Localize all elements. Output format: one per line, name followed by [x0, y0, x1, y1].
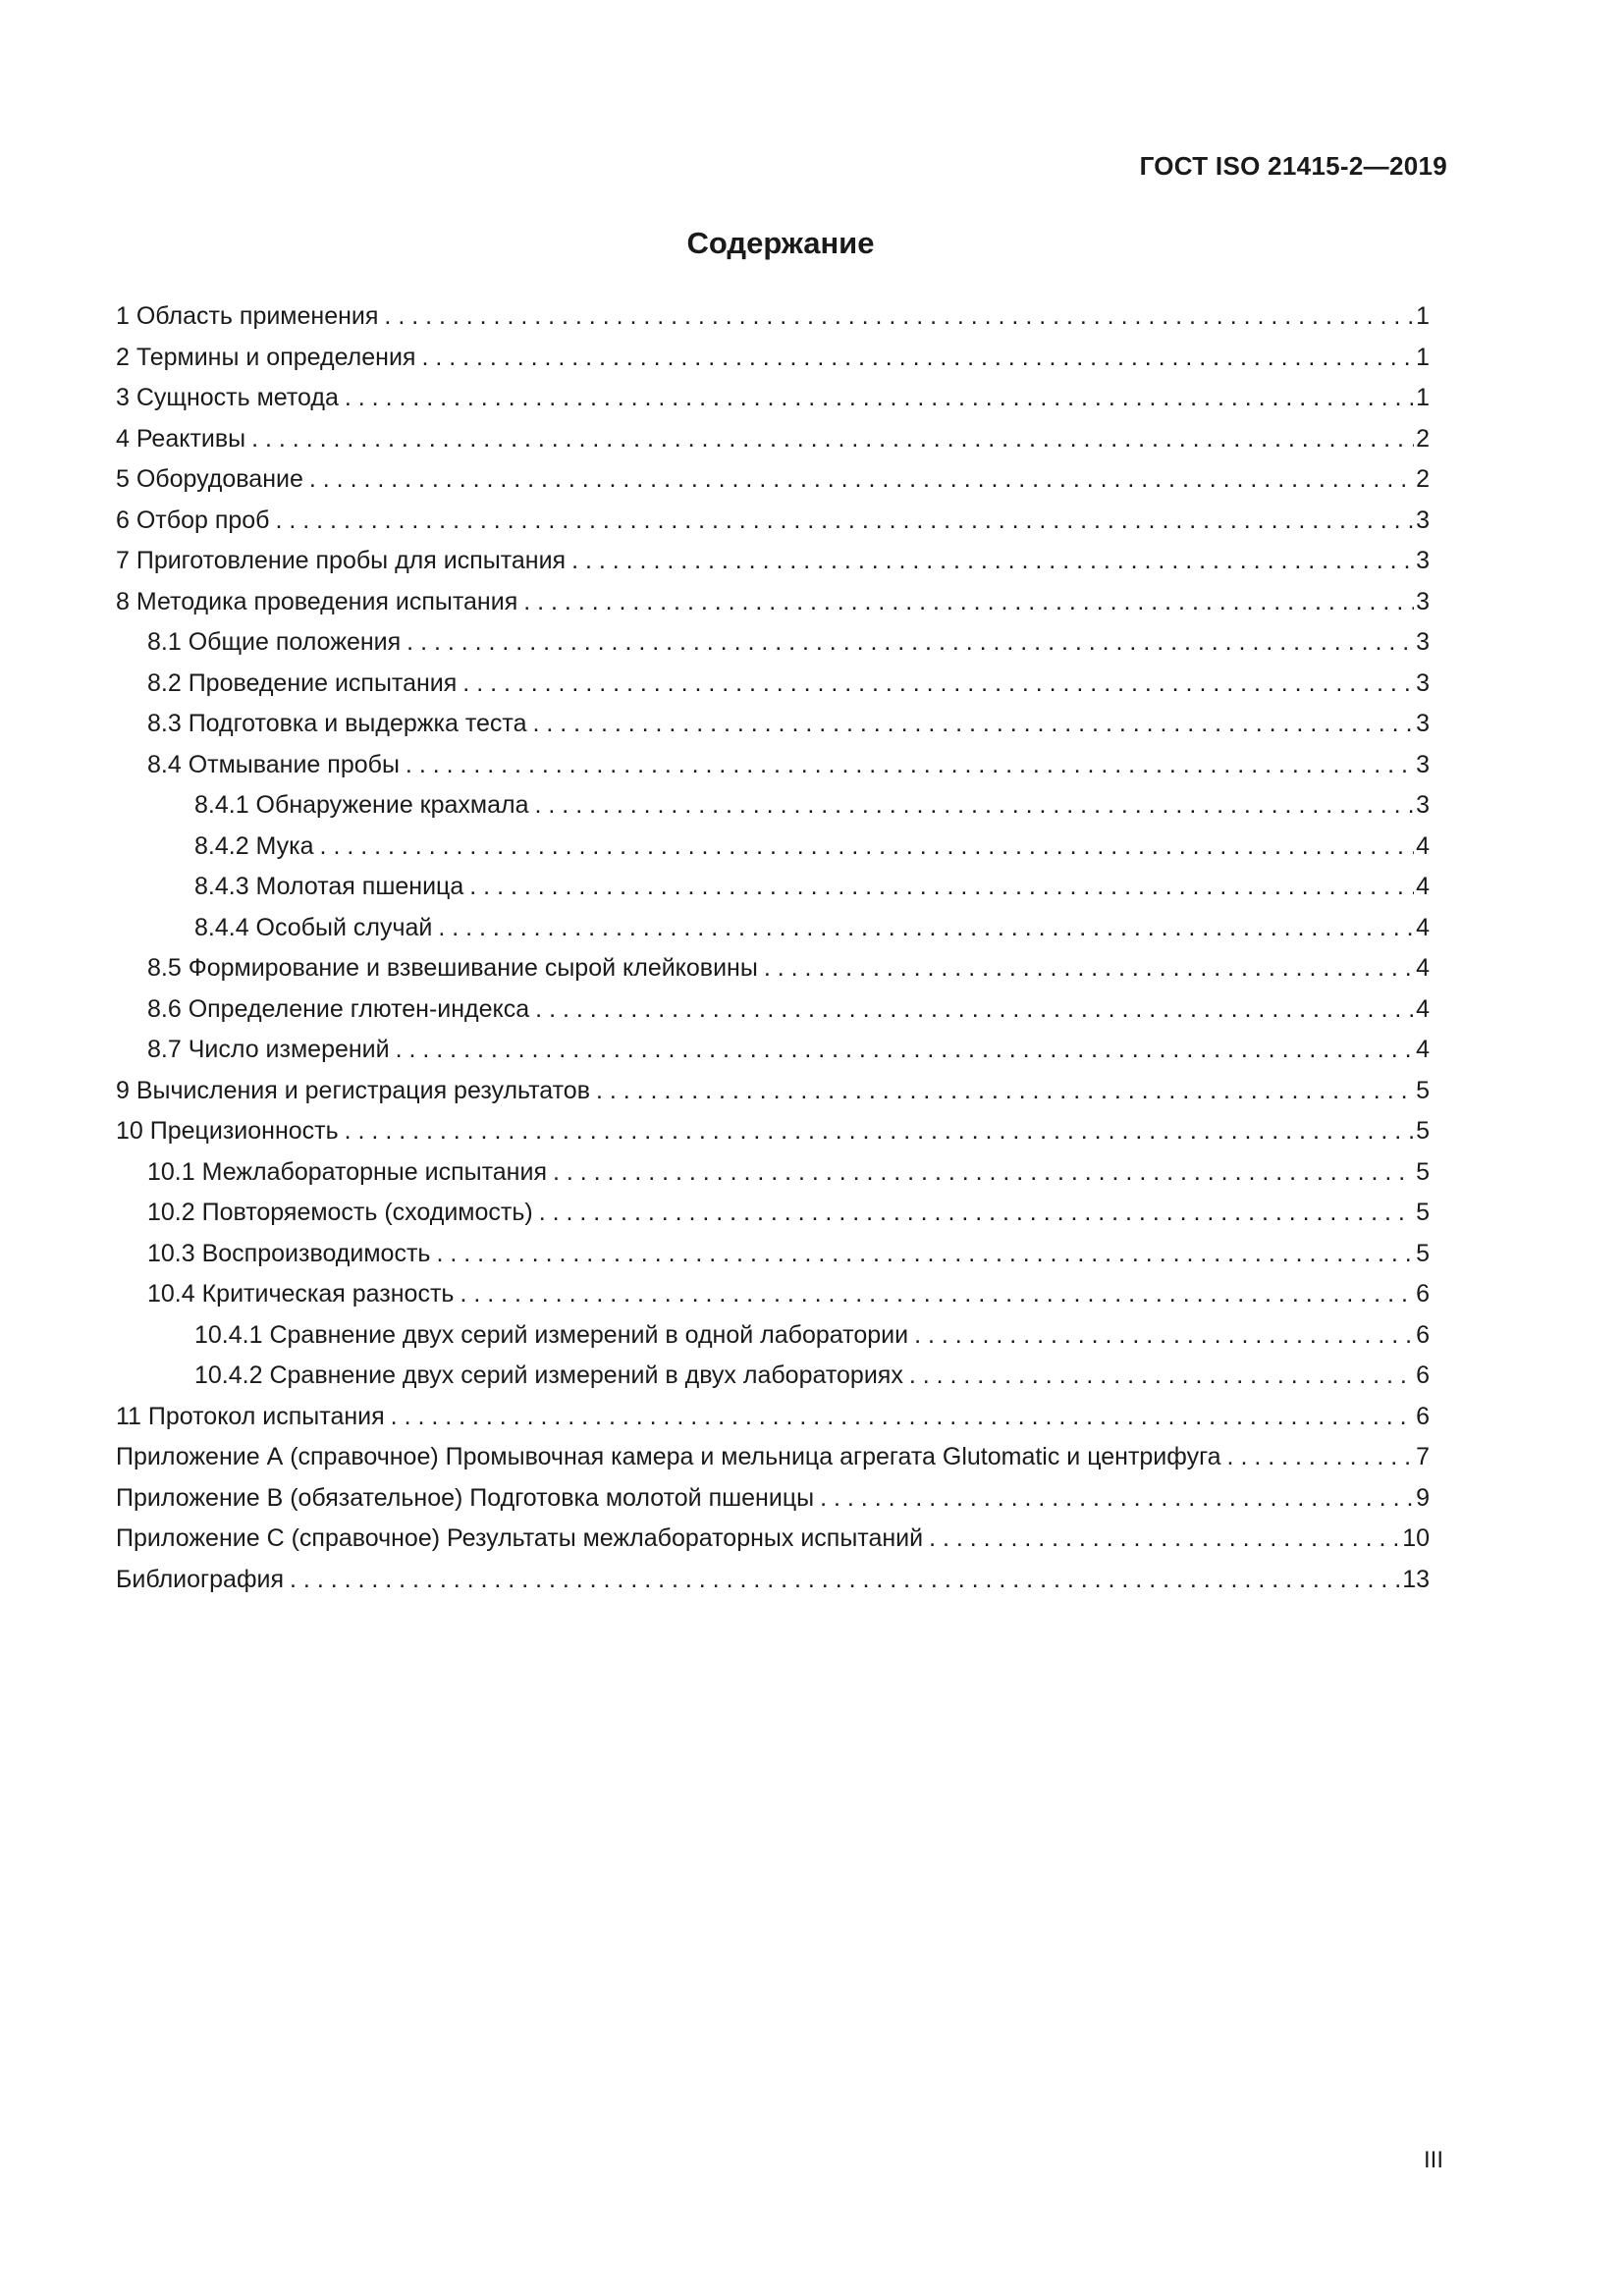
toc-entry[interactable] [116, 338, 1430, 379]
toc-entry-page: 4 [1416, 873, 1430, 900]
toc-entry-page: 3 [1416, 710, 1430, 737]
toc-entry[interactable] [116, 1437, 1430, 1478]
dot-leader [436, 1234, 1414, 1275]
toc-entry-page: 1 [1416, 384, 1430, 411]
toc-entry-page: 4 [1416, 913, 1430, 941]
toc-entry[interactable] [116, 664, 1430, 705]
toc-entry-page: 3 [1416, 668, 1430, 697]
toc-entry-title: 5 Оборудование [116, 465, 303, 493]
toc-entry-page: 10 [1402, 1524, 1430, 1552]
toc-entry-page: 5 [1416, 1239, 1430, 1267]
toc-entry-title: 8.4.2 Мука [194, 831, 314, 860]
dot-leader [535, 989, 1414, 1031]
toc-entry-page: 6 [1416, 1320, 1430, 1349]
toc-entry-page: 3 [1416, 587, 1430, 615]
dot-leader [421, 338, 1414, 379]
toc-entry[interactable] [116, 582, 1430, 623]
toc-entry[interactable] [116, 1315, 1430, 1357]
dot-leader [596, 1071, 1414, 1112]
dot-leader [553, 1152, 1414, 1194]
toc-entry-title: 10.2 Повторяемость (сходимость) [147, 1199, 533, 1226]
dot-leader [914, 1315, 1414, 1357]
toc-entry[interactable] [116, 541, 1430, 582]
toc-entry[interactable] [116, 1519, 1430, 1560]
toc-entry[interactable] [116, 1478, 1430, 1520]
toc-entry[interactable] [116, 1356, 1430, 1397]
table-of-contents [116, 296, 1430, 1600]
toc-entry-page: 3 [1416, 791, 1430, 819]
toc-entry[interactable] [116, 704, 1430, 745]
toc-entry-title: 2 Термины и определения [116, 343, 416, 371]
dot-leader [396, 1030, 1414, 1071]
dot-leader [764, 948, 1414, 989]
toc-entry-page: 3 [1416, 628, 1430, 656]
dot-leader [1227, 1437, 1415, 1478]
toc-entry[interactable] [116, 296, 1430, 338]
toc-entry[interactable] [116, 908, 1430, 949]
toc-entry-page: 7 [1416, 1443, 1430, 1470]
toc-entry-page: 6 [1416, 1280, 1430, 1308]
toc-entry-page: 4 [1416, 954, 1430, 982]
dot-leader [290, 1560, 1400, 1601]
toc-entry[interactable] [116, 1111, 1430, 1152]
dot-leader [406, 622, 1414, 664]
toc-entry-page: 13 [1402, 1565, 1430, 1593]
dot-leader [275, 501, 1414, 542]
toc-entry[interactable] [116, 745, 1430, 786]
toc-entry[interactable] [116, 1274, 1430, 1315]
dot-leader [571, 541, 1414, 582]
toc-entry-title: 8.4.4 Особый случай [194, 913, 433, 941]
toc-entry[interactable] [116, 419, 1430, 460]
toc-entry-page: 4 [1416, 831, 1430, 860]
dot-leader [320, 827, 1415, 868]
dot-leader [929, 1519, 1400, 1560]
toc-entry[interactable] [116, 1560, 1430, 1601]
toc-entry-page: 2 [1416, 424, 1430, 453]
toc-entry-title: 10.4.2 Сравнение двух серий измерений в двух лабораториях [194, 1362, 903, 1389]
toc-entry-title: Приложение С (справочное) Результаты межлабораторных испытаний [116, 1524, 924, 1552]
dot-leader [309, 459, 1414, 501]
toc-entry-title: 8.7 Число измерений [147, 1036, 390, 1063]
dot-leader [460, 1274, 1414, 1315]
toc-entry-page: 6 [1416, 1402, 1430, 1430]
dot-leader [462, 664, 1414, 705]
toc-entry-title: 6 Отбор проб [116, 506, 270, 534]
toc-entry-page: 3 [1416, 750, 1430, 778]
toc-entry-page: 5 [1416, 1199, 1430, 1226]
toc-entry-title: 8 Методика проведения испытания [116, 587, 518, 615]
toc-entry-title: 10.3 Воспроизводимость [147, 1239, 431, 1267]
toc-entry-title: 8.5 Формирование и взвешивание сырой клейковины [147, 954, 758, 982]
dot-leader [384, 296, 1414, 338]
toc-entry-title: Приложение В (обязательное) Подготовка молотой пшеницы [116, 1483, 815, 1512]
toc-entry-title: 3 Сущность метода [116, 384, 339, 411]
dot-leader [469, 867, 1414, 908]
toc-entry[interactable] [116, 1152, 1430, 1194]
page-title: Содержание [686, 226, 875, 260]
page-number: III [1423, 2147, 1443, 2173]
toc-entry[interactable] [116, 989, 1430, 1031]
toc-entry-title: 10 Прецизионность [116, 1117, 339, 1145]
toc-entry[interactable] [116, 501, 1430, 542]
toc-entry-title: 8.3 Подготовка и выдержка теста [147, 710, 527, 737]
toc-entry[interactable] [116, 867, 1430, 908]
toc-entry-title: Библиография [116, 1565, 285, 1593]
toc-entry[interactable] [116, 1071, 1430, 1112]
toc-entry-title: 8.6 Определение глютен-индекса [147, 994, 530, 1023]
toc-entry-page: 4 [1416, 994, 1430, 1023]
toc-entry-title: 9 Вычисления и регистрация результатов [116, 1076, 590, 1104]
toc-entry-title: 1 Область применения [116, 302, 379, 330]
toc-entry[interactable] [116, 1030, 1430, 1071]
toc-entry[interactable] [116, 827, 1430, 868]
toc-entry-title: 8.1 Общие положения [147, 628, 402, 656]
toc-entry-title: 4 Реактивы [116, 424, 246, 453]
toc-entry-page: 2 [1416, 465, 1430, 493]
toc-entry-title: 10.4 Критическая разность [147, 1280, 455, 1308]
toc-entry-title: 7 Приготовление пробы для испытания [116, 547, 567, 574]
toc-entry[interactable] [116, 622, 1430, 664]
toc-entry-page: 5 [1416, 1117, 1430, 1145]
dot-leader [820, 1478, 1414, 1520]
toc-entry[interactable] [116, 1234, 1430, 1275]
toc-entry-page: 3 [1416, 547, 1430, 574]
toc-entry-page: 5 [1416, 1157, 1430, 1186]
toc-entry-page: 5 [1416, 1076, 1430, 1104]
toc-entry-page: 6 [1416, 1362, 1430, 1389]
toc-entry-title: 8.4.3 Молотая пшеница [194, 873, 464, 900]
toc-entry-title: 8.4 Отмывание пробы [147, 750, 400, 778]
toc-entry[interactable] [116, 378, 1430, 419]
toc-entry-title: Приложение А (справочное) Промывочная камера и мельница агрегата Glutomatic и центрифуга [116, 1443, 1221, 1470]
toc-entry-title: 10.1 Межлабораторные испытания [147, 1157, 547, 1186]
toc-entry-title: 10.4.1 Сравнение двух серий измерений в одной лаборатории [194, 1320, 909, 1349]
toc-entry-page: 1 [1416, 302, 1430, 330]
toc-entry[interactable] [116, 1397, 1430, 1438]
toc-entry[interactable] [116, 948, 1430, 989]
dot-leader [535, 785, 1415, 827]
toc-entry[interactable] [116, 1193, 1430, 1234]
toc-entry-title: 11 Протокол испытания [116, 1402, 385, 1430]
toc-entry-page: 4 [1416, 1036, 1430, 1063]
dot-leader [533, 704, 1415, 745]
toc-entry-title: 8.4.1 Обнаружение крахмала [194, 791, 529, 819]
toc-entry[interactable] [116, 459, 1430, 501]
toc-entry-title: 8.2 Проведение испытания [147, 668, 458, 697]
toc-entry-page: 1 [1416, 343, 1430, 371]
dot-leader [391, 1397, 1414, 1438]
dot-leader [251, 419, 1414, 460]
dot-leader [345, 378, 1414, 419]
dot-leader [438, 908, 1414, 949]
dot-leader [345, 1111, 1414, 1152]
document-id: ГОСТ ISO 21415-2—2019 [1139, 151, 1447, 181]
dot-leader [406, 745, 1414, 786]
toc-entry-page: 3 [1416, 506, 1430, 534]
dot-leader [539, 1193, 1414, 1234]
toc-entry-page: 9 [1416, 1483, 1430, 1512]
dot-leader [523, 582, 1414, 623]
dot-leader [909, 1356, 1414, 1397]
toc-entry[interactable] [116, 785, 1430, 827]
